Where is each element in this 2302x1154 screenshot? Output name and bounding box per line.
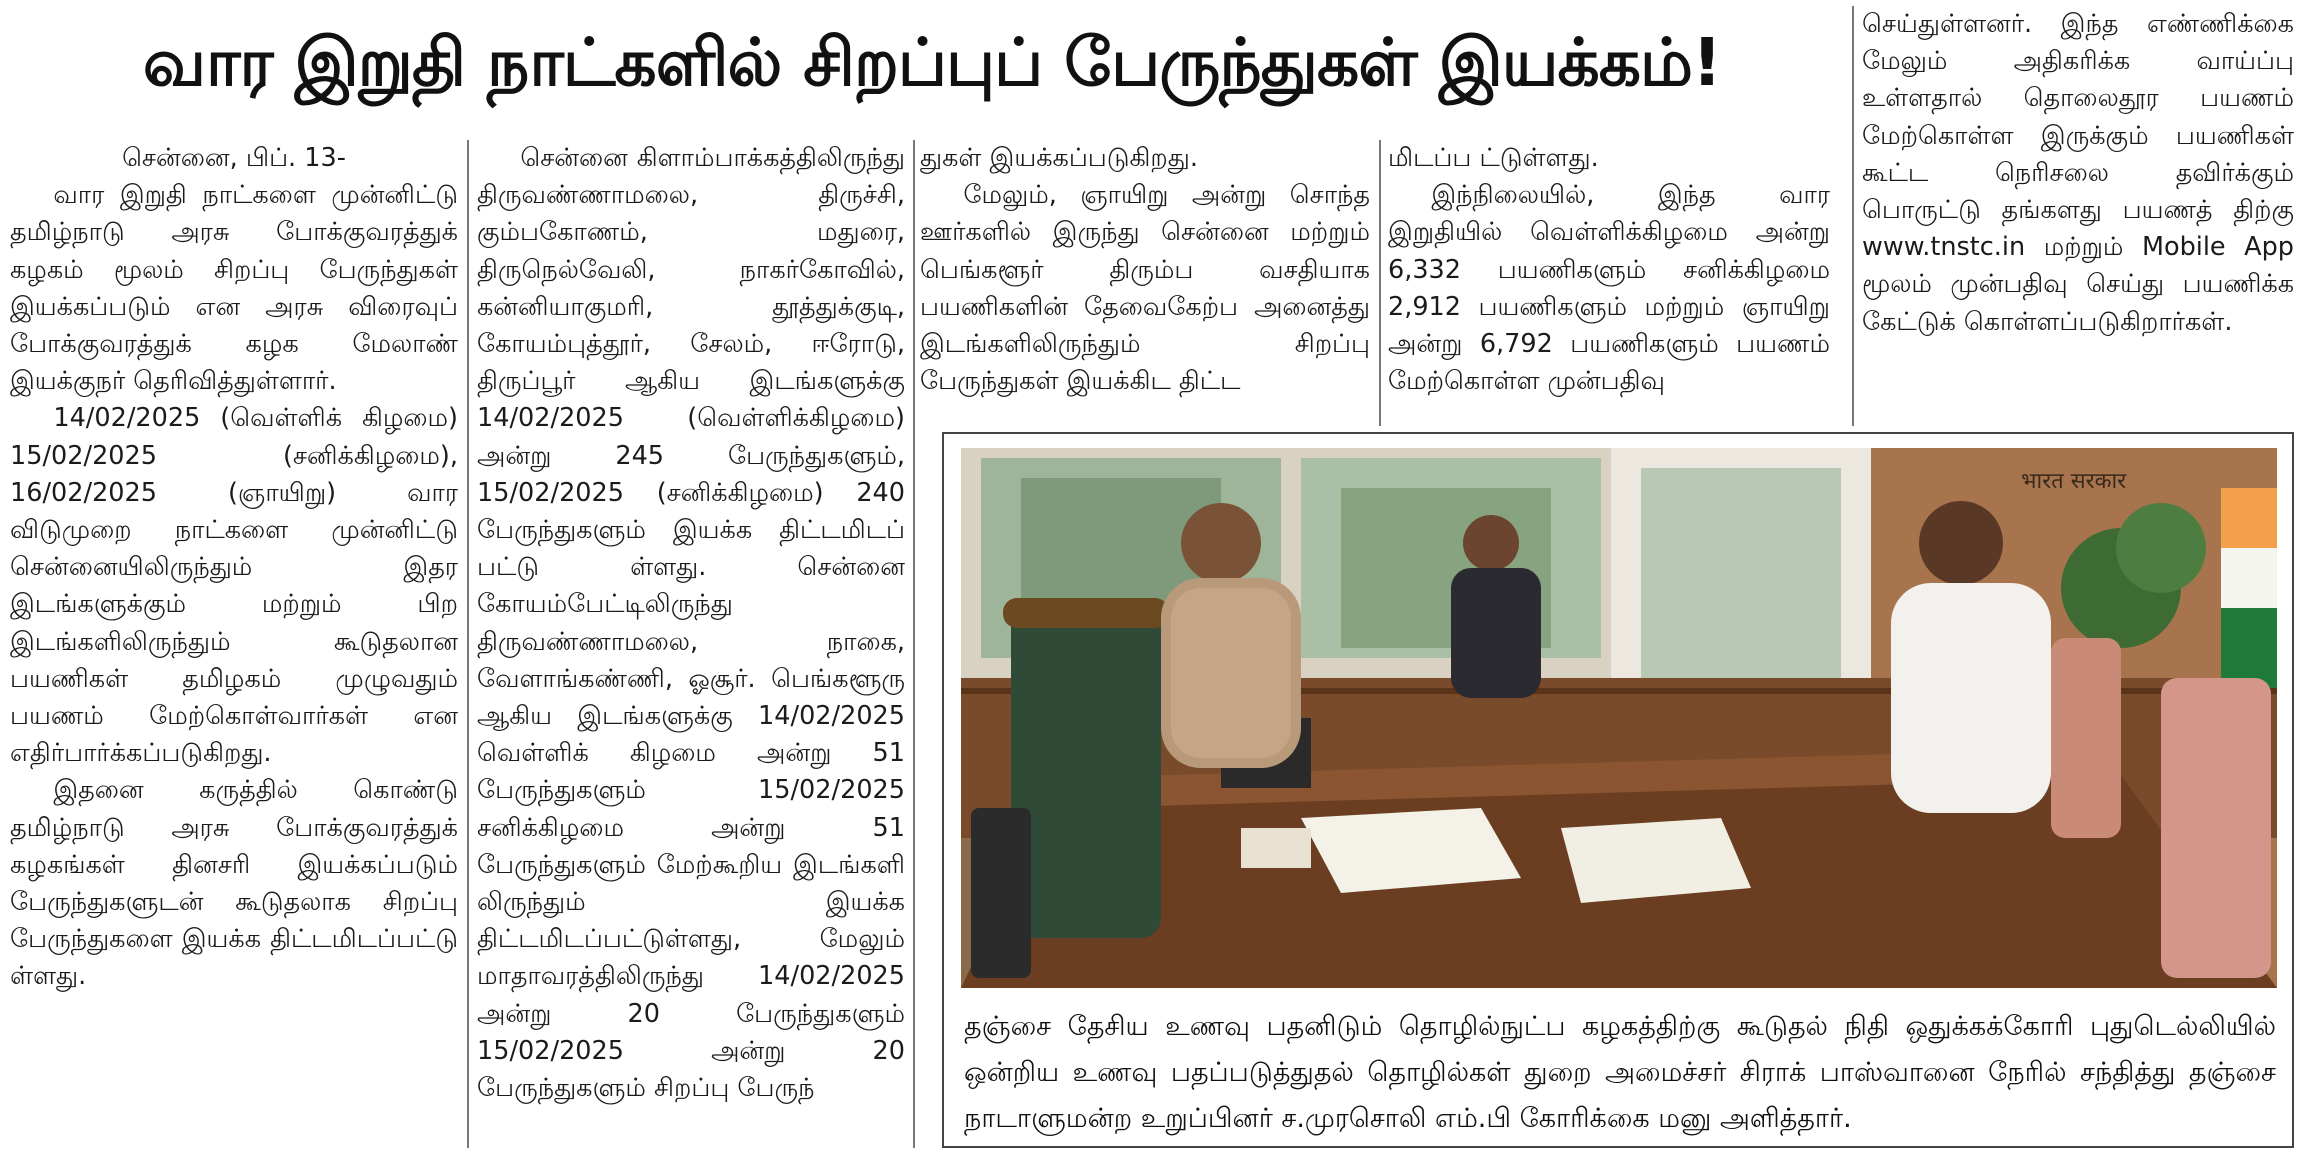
dateline: சென்னை, பிப். 13- — [122, 143, 346, 173]
paragraph: செய்துள்ளனர். இந்த எண்ணிக்கை மேலும் அதிகரிக்க வாய்ப்பு உள்ளதால் தொலைதூர பயணம் மேற்கொள்ள இருக்கும் பயணிகள் கூட்ட நெரிசலை தவிர்க்கும் பொருட்டு தங்களது பயணத் திற்கு www.tnstc.in மற்றும் Mobile App மூலம் முன்பதிவு செய்து பயணிக்க கேட்டுக் கொள்ளப்படுகிறார்கள். — [1862, 9, 2294, 337]
article-column-3 — [920, 140, 1370, 400]
photo-box — [942, 432, 2294, 1148]
paragraph: சென்னை கிளாம்பாக்கத்திலிருந்து திருவண்ணாமலை, திருச்சி, கும்பகோணம், மதுரை, திருநெல்வேலி, நாகர்கோவில், கன்னியாகுமரி, தூத்துக்குடி, கோயம்புத்தூர், சேலம், ஈரோடு, திருப்பூர் ஆகிய இடங்களுக்கு 14/02/2025 (வெள்ளிக்கிழமை) அன்று 245 பேருந்துகளும், 15/02/2025 (சனிக்கிழமை) 240 பேருந்துகளும் இயக்க திட்டமிடப் பட்டு ள்ளது. சென்னை கோயம்பேட்டிலிருந்து திருவண்ணாமலை, நாகை, வேளாங்கண்ணி, ஓசூர். பெங்களூரு ஆகிய இடங்களுக்கு 14/02/2025 வெள்ளிக் கிழமை அன்று 51 பேருந்துகளும் 15/02/2025 சனிக்கிழமை அன்று 51 பேருந்துகளும் மேற்கூறிய இடங்களி லிருந்தும் இயக்க திட்டமிடப்பட்டுள்ளது, மேலும் மாதாவரத்திலிருந்து 14/02/2025 அன்று 20 பேருந்துகளும் 15/02/2025 அன்று 20 பேருந்துகளும் சிறப்பு பேருந் — [477, 143, 905, 1104]
headline: வார இறுதி நாட்களில் சிறப்புப் பேருந்துகள் இயக்கம்! — [142, 24, 1722, 101]
column-rule — [913, 140, 915, 1148]
article-column-1 — [10, 140, 458, 996]
photo-caption: தஞ்சை தேசிய உணவு பதனிடும் தொழில்நுட்ப கழகத்திற்கு கூடுதல் நிதி ஒதுக்கக்கோரி புதுடெல்லியில் ஒன்றிய உணவு பதப்படுத்துதல் தொழில்கள் துறை அமைச்சர் சிராக் பாஸ்வானை நேரில் சந்தித்து தஞ்சை நாடாளுமன்ற உறுப்பினர் ச.முரசொலி எம்.பி கோரிக்கை மனு அளித்தார். — [964, 1011, 2276, 1134]
article-column-2 — [477, 140, 905, 1107]
paragraph: துகள் இயக்கப்படுகிறது. — [920, 143, 1199, 173]
paragraph: இதனை கருத்தில் கொண்டு தமிழ்நாடு அரசு போக்குவரத்துக் கழகங்கள் தினசரி இயக்கப்படும் பேருந்துகளுடன் கூடுதலாக சிறப்பு பேருந்துகளை இயக்க திட்டமிடப்பட்டு ள்ளது. — [10, 775, 458, 992]
paragraph: வார இறுதி நாட்களை முன்னிட்டு தமிழ்நாடு அரசு போக்குவரத்துக் கழகம் மூலம் சிறப்பு பேருந்துகள் இயக்கப்படும் என அரசு விரைவுப் போக்குவரத்துக் கழக மேலாண் இயக்குநர் தெரிவித்துள்ளார். — [10, 180, 458, 397]
flag-caption-text: भारत सरकार — [2021, 469, 2127, 494]
article-column-5 — [1862, 6, 2294, 341]
article-column-4 — [1388, 140, 1830, 400]
column-rule — [1852, 6, 1854, 426]
paragraph: மேலும், ஞாயிறு அன்று சொந்த ஊர்களில் இருந்து சென்னை மற்றும் பெங்களூர் திரும்ப வசதியாக பயணிகளின் தேவைகேற்ப அனைத்து இடங்களிலிருந்தும் சிறப்பு பேருந்துகள் இயக்கிட திட்ட — [920, 180, 1370, 397]
column-rule — [467, 140, 469, 1148]
meeting-photo — [961, 448, 2277, 988]
paragraph: மிடப்ப ட்டுள்ளது. — [1388, 143, 1599, 173]
paragraph: இந்நிலையில், இந்த வார இறுதியில் வெள்ளிக்கிழமை அன்று 6,332 பயணிகளும் சனிக்கிழமை 2,912 பயணிகளும் மற்றும் ஞாயிறு அன்று 6,792 பயணிகளும் பயணம் மேற்கொள்ள முன்பதிவு — [1388, 180, 1830, 397]
paragraph: 14/02/2025 (வெள்ளிக் கிழமை) 15/02/2025 (சனிக்கிழமை), 16/02/2025 (ஞாயிறு) வார விடுமுறை நாட்களை முன்னிட்டு சென்னையிலிருந்தும் இதர இடங்களுக்கும் மற்றும் பிற இடங்களிலிருந்தும் கூடுதலான பயணிகள் தமிழகம் முழுவதும் பயணம் மேற்கொள்வார்கள் என எதிர்பார்க்கப்படுகிறது. — [10, 403, 458, 769]
column-rule — [1379, 140, 1381, 426]
